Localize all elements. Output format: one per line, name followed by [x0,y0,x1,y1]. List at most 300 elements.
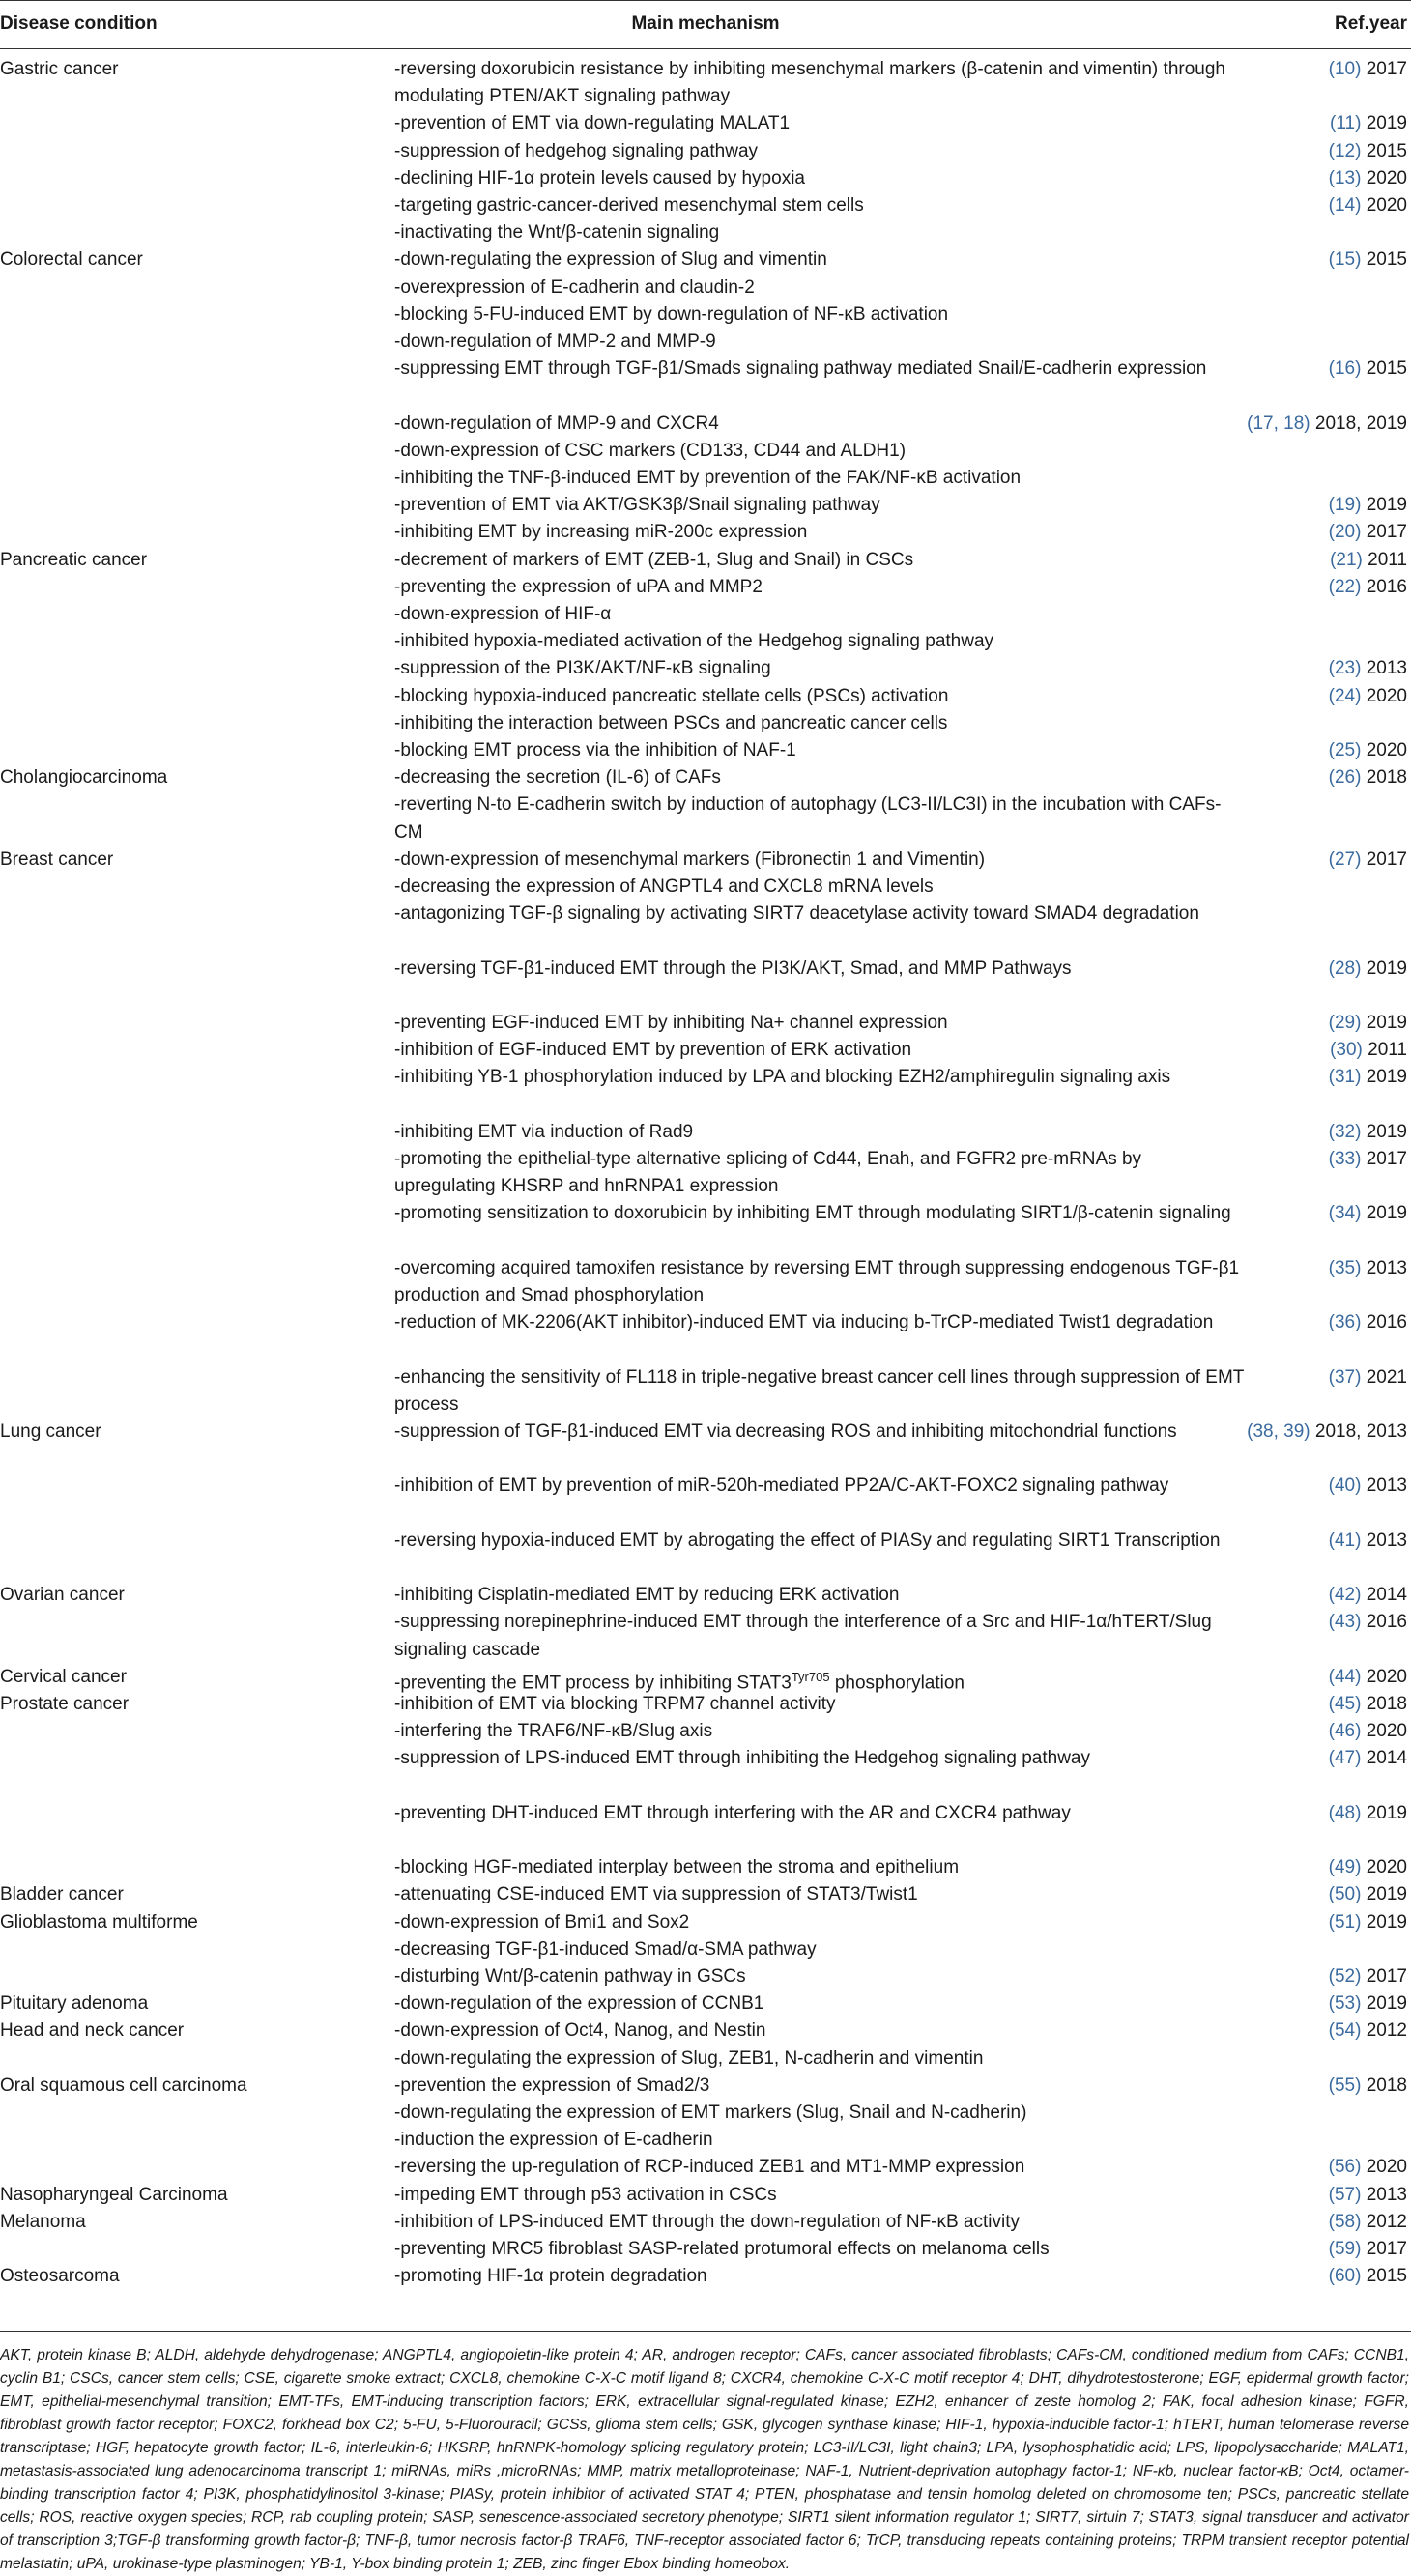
mechanism-span: -blocking hypoxia-induced pancreatic stellate cells (PSCs) activation [394,685,949,706]
reference-year [1195,655,1407,682]
disease-condition: Nasopharyngeal Carcinoma [0,2184,228,2205]
mechanism-text [394,1881,1245,1908]
reference-link[interactable]: (43) [1328,1612,1362,1633]
reference-year [1195,519,1407,546]
year: 2012 [1366,2020,1407,2042]
mechanism-text [394,411,1245,438]
reference-year [1195,1800,1407,1827]
mechanism-text [394,1364,1245,1418]
year: 2011 [1368,1040,1407,1061]
reference-year [1195,547,1407,574]
reference-link[interactable]: (42) [1328,1585,1362,1606]
reference-year [1195,2263,1407,2290]
reference-link[interactable]: (33) [1328,1149,1362,1169]
mechanism-span: -down-expression of CSC markers (CD133, CD44 and ALDH1) [394,440,907,461]
reference-link[interactable]: (48) [1328,1802,1362,1823]
year: 2014 [1366,1585,1407,1606]
mechanism-text [394,492,1245,519]
mechanism-text [394,764,1245,791]
year: 2017 [1366,848,1407,870]
reference-year [1195,683,1407,710]
reference-year [1195,764,1407,791]
reference-year [1195,1745,1407,1772]
disease-condition: Osteosarcoma [0,2266,120,2287]
mechanism-span: -promoting HIF-1α protein degradation [394,2266,707,2287]
reference-year [1195,956,1407,983]
mechanism-span: -blocking EMT process via the inhibition of NAF-1 [394,740,796,760]
mechanism-span: -disturbing Wnt/β-catenin pathway in GSCs [394,1966,746,1987]
mechanism-text [394,1691,1245,1718]
year: 2020 [1366,167,1407,188]
year: 2018 [1366,2075,1407,2096]
mechanism-text [394,846,1245,873]
year: 2019 [1366,958,1407,979]
reference-year [1195,1200,1407,1227]
reference-year [1195,1064,1407,1091]
mechanism-span: -targeting gastric-cancer-derived mesenchymal stem cells [394,195,864,215]
mechanism-span: -prevention the expression of Smad2/3 [394,2075,710,2096]
mechanism-text [394,1010,1245,1037]
reference-year [1195,2154,1407,2181]
mechanism-text [394,274,1245,301]
disease-condition: Melanoma [0,2211,86,2232]
disease-condition: Oral squamous cell carcinoma [0,2075,247,2096]
disease-condition: Pituitary adenoma [0,1993,149,2015]
reference-year [1195,356,1407,383]
reference-link[interactable]: (49) [1328,1857,1362,1878]
mechanism-span: -decreasing TGF-β1-induced Smad/α-SMA pathway [394,1938,817,1960]
mechanism-span: -inhibiting EMT via induction of Rad9 [394,1121,694,1142]
mechanism-text [394,1963,1245,1990]
year: 2019 [1366,1884,1407,1905]
reference-year [1195,110,1407,137]
mechanism-text [394,1146,1245,1200]
year: 2019 [1366,495,1407,516]
reference-link[interactable]: (16) [1328,358,1362,380]
mechanism-span: -prevention of EMT via AKT/GSK3β/Snail signaling pathway [394,495,880,516]
mechanism-text [394,110,1245,137]
year: 2020 [1366,740,1407,760]
reference-year [1195,246,1407,273]
reference-year [1195,2018,1407,2045]
header-rule [0,48,1411,49]
mechanism-span: -down-regulating the expression of Slug, ZEB1, N-cadherin and vimentin [394,2047,984,2069]
mechanism-span: -preventing the expression of uPA and MMP2 [394,576,763,597]
year: 2020 [1366,1857,1407,1878]
reference-year [1195,2236,1407,2263]
mechanism-span: -inactivating the Wnt/β-catenin signaling [394,222,720,243]
year: 2013 [1366,1530,1407,1551]
mechanism-span: -down-expression of HIF-α [394,604,612,624]
reference-year [1195,574,1407,601]
reference-link[interactable]: (25) [1328,740,1362,760]
disease-condition: Lung cancer [0,1421,101,1442]
reference-link[interactable]: (26) [1328,767,1362,788]
year: 2017 [1366,1966,1407,1987]
mechanism-text [394,329,1245,356]
mechanism-text [394,628,1245,655]
mechanism-text [394,138,1245,165]
mechanism-text [394,2154,1245,2181]
reference-link[interactable]: (27) [1328,848,1362,870]
reference-link[interactable]: (40) [1328,1475,1362,1497]
reference-link[interactable]: (45) [1328,1694,1362,1714]
reference-link[interactable]: (15) [1328,249,1362,271]
reference-year [1195,1010,1407,1037]
reference-year [1195,1718,1407,1745]
mechanism-span: -suppressing EMT through TGF-β1/Smads signaling pathway mediated Snail/E-cadherin expression [394,358,1207,380]
mechanism-text [394,1473,1245,1500]
mechanism-span: -down-regulating the expression of EMT markers (Slug, Snail and N-cadherin) [394,2103,1027,2123]
year: 2019 [1366,1013,1407,1033]
mechanism-text [394,1309,1245,1336]
mechanism-span: -overexpression of E-cadherin and claudin-2 [394,276,755,298]
mechanism-text [394,1418,1245,1445]
disease-condition: Cholangiocarcinoma [0,767,168,788]
mechanism-span: -down-expression of Bmi1 and Sox2 [394,1911,690,1932]
year: 2018 [1366,767,1407,788]
year: 2013 [1366,658,1407,679]
mechanism-span: -inhibiting YB-1 phosphorylation induced by LPA and blocking EZH2/amphiregulin signaling axis [394,1067,1171,1088]
year: 2016 [1366,576,1407,597]
mechanism-text [394,547,1245,574]
mechanism-text [394,873,1245,901]
mechanism-text [394,956,1245,983]
reference-link[interactable]: (20) [1328,522,1362,543]
reference-year [1195,1037,1407,1064]
reference-link[interactable]: (57) [1328,2184,1362,2205]
reference-year [1195,1909,1407,1936]
reference-link[interactable]: (55) [1328,2075,1362,2096]
reference-year [1195,1881,1407,1908]
year: 2015 [1366,358,1407,380]
reference-link[interactable]: (11) [1330,113,1362,134]
reference-link[interactable]: (14) [1328,195,1362,215]
reference-link[interactable]: (12) [1328,140,1362,161]
mechanism-text [394,2263,1245,2290]
mechanism-span: -promoting the epithelial-type alternative splicing of Cd44, Enah, and FGFR2 pre-mRNAs by upregulating KHSRP and hnRNPA1 expression [394,1149,1142,1197]
reference-year [1195,1255,1407,1282]
mechanism-text [394,737,1245,764]
mechanism-text [394,1936,1245,1963]
year: 2017 [1366,522,1407,543]
mechanism-span: -reverting N-to E-cadherin switch by induction of autophagy (LC3-II/LC3I) in the incubation with CAFs-CM [394,794,1222,843]
disease-condition: Colorectal cancer [0,249,143,271]
mechanism-span: -prevention of EMT via down-regulating MALAT1 [394,113,791,134]
mechanism-span: -down-expression of mesenchymal markers (Fibronectin 1 and Vimentin) [394,848,986,870]
mechanism-text [394,791,1245,845]
reference-link[interactable]: (52) [1328,1966,1362,1987]
reference-year [1195,1364,1407,1391]
reference-year [1195,165,1407,192]
mechanism-span: -decreasing the secretion (IL-6) of CAFs [394,767,721,788]
reference-link[interactable]: (60) [1328,2266,1362,2287]
year: 2018, 2019 [1314,413,1407,434]
reference-link[interactable]: (21) [1330,549,1363,570]
reference-link[interactable]: (46) [1328,1721,1362,1742]
mechanism-span: -enhancing the sensitivity of FL118 in triple-negative breast cancer cell lines through suppression of EMT process [394,1366,1245,1415]
reference-link[interactable]: (54) [1328,2020,1362,2042]
year: 2017 [1366,59,1407,79]
reference-link[interactable]: (50) [1328,1884,1362,1905]
reference-link[interactable]: (44) [1328,1666,1362,1687]
reference-year [1195,411,1407,438]
mechanism-span: -reversing the up-regulation of RCP-induced ZEB1 and MT1-MMP expression [394,2157,1025,2178]
reference-year [1195,56,1407,83]
header-mechanism: Main mechanism [631,14,780,34]
reference-year [1195,1418,1407,1445]
bottom-rule [0,2331,1411,2332]
mechanism-span: -down-expression of Oct4, Nanog, and Nestin [394,2020,766,2042]
mechanism-text [394,1800,1245,1827]
mechanism-span: -suppressing norepinephrine-induced EMT through the interference of a Src and HIF-1α/hTERT/Slug signaling cascade [394,1612,1212,1660]
mechanism-span: -inhibition of EMT by prevention of miR-520h-mediated PP2A/C-AKT-FOXC2 signaling pathway [394,1475,1169,1497]
mechanism-span: -inhibition of EGF-induced EMT by prevention of ERK activation [394,1040,912,1061]
mechanism-text [394,2209,1245,2236]
disease-condition: Gastric cancer [0,59,119,79]
mechanism-span: -reversing TGF-β1-induced EMT through the PI3K/AKT, Smad, and MMP Pathways [394,958,1072,979]
mechanism-span: -blocking HGF-mediated interplay between the stroma and epithelium [394,1857,960,1878]
year: 2015 [1366,140,1407,161]
disease-condition: Prostate cancer [0,1694,130,1714]
reference-link[interactable]: (31) [1328,1067,1362,1088]
disease-condition: Glioblastoma multiforme [0,1911,198,1932]
disease-condition: Breast cancer [0,848,114,870]
mechanism-span: -preventing MRC5 fibroblast SASP-related protumoral effects on melanoma cells [394,2239,1050,2259]
mechanism-span: -reduction of MK-2206(AKT inhibitor)-induced EMT via inducing b-TrCP-mediated Twist1 degradation [394,1312,1214,1333]
reference-link[interactable]: (58) [1328,2211,1362,2232]
reference-link[interactable]: (32) [1328,1121,1362,1142]
mechanism-span: -down-regulation of MMP-9 and CXCR4 [394,413,719,434]
mechanism-text [394,1990,1245,2018]
year: 2018 [1366,1694,1407,1714]
year: 2020 [1366,1666,1407,1687]
header-ref-year: Ref.year [1335,14,1407,34]
mechanism-tail: phosphorylation [829,1673,965,1694]
mechanism-span: -inhibiting the TNF-β-induced EMT by prevention of the FAK/NF-κB activation [394,468,1022,488]
disease-condition: Bladder cancer [0,1884,124,1905]
mechanism-text [394,1528,1245,1555]
mechanism-span: -antagonizing TGF-β signaling by activating SIRT7 deacetylase activity toward SMAD4 degradation [394,903,1199,925]
year: 2012 [1366,2211,1407,2232]
mechanism-span: -preventing the EMT process by inhibiting STAT3 [394,1673,792,1694]
disease-condition: Cervical cancer [0,1666,127,1687]
mechanism-span: -induction the expression of E-cadherin [394,2130,713,2151]
mechanism-text [394,2046,1245,2073]
reference-year [1195,1609,1407,1636]
mechanism-text [394,2100,1245,2127]
reference-link[interactable]: (19) [1328,495,1362,516]
reference-link[interactable]: (53) [1328,1993,1362,2015]
header-condition: Disease condition [0,14,158,34]
reference-link[interactable]: (13) [1328,167,1362,188]
mechanism-text [394,465,1245,492]
mechanism-text [394,519,1245,546]
reference-year [1195,2209,1407,2236]
mechanism-text [394,1255,1245,1309]
year: 2016 [1366,1312,1407,1333]
year: 2011 [1368,549,1407,570]
mechanism-text [394,2127,1245,2154]
mechanism-text [394,710,1245,737]
reference-year [1195,1691,1407,1718]
year: 2019 [1366,1911,1407,1932]
abbreviations-footnote: AKT, protein kinase B; ALDH, aldehyde dehydrogenase; ANGPTL4, angiopoietin-like protein 4; AR, androgen receptor; CAFs, cancer associated fibroblasts; CAFs-CM, conditioned medium from CAFs; CCNB1, cyclin B1; CSCs, cancer stem cells; CSE, cigarette smoke extract; CXCL8, chemokine C-X-C motif ligand 8; CXCR4, chemokine C-X-C motif receptor 4; DHT, dihydrotestosterone; EGF, epidermal growth factor; EMT, epithelial-mesenchymal transition; EMT-TFs, EMT-inducing transcription factors; ERK, extracellular signal-regulated kinase; EZH2, enhancer of zeste homolog 2; FAK, focal adhesion kinase; FGFR, fibroblast growth factor receptor; FOXC2, forkhead box C2; 5-FU, 5-Fluorouracil; GCSs, glioma stem cells; GSK, glycogen synthase kinase; HIF-1, hypoxia-inducible factor-1; hTERT, human telomerase reverse transcriptase; HGF, hepatocyte growth factor; IL-6, interleukin-6; HKSRP, hnRNPK-homology splicing regulatory protein; LC3-II/LC3I, light chain3; LPA, lysophosphatidic acid; LPS, lipopolysaccharide; MALAT1, metastasis-associated lung adenocarcinoma transcript 1; miRNAs, miRs ,microRNAs; MMP, matrix metalloproteinase; NAF-1, Nutrient-deprivation autophagy factor-1; NF-κb, nuclear factor-κB; Oct4, octamer-binding transcription factor 4; PI3K, phosphatidylinositol 3-kinase; PIASy, protein inhibitor of activated STAT 4; PTEN, phosphatase and tensin homolog deleted on chromosome ten; PSCs, pancreatic stellate cells; ROS, reactive oxygen species; RCP, rab coupling protein; SASP, senescence-associated secretory phenotype; SIRT1 silent information regulator 1; SIRT7, sirtuin 7; STAT3, signal transducer and activator of transcription 3;TGF-β transforming growth factor-β; TNF-β, tumor necrosis factor-β TRAF6, TNF-receptor associated factor 6; TrCP, transducing repeats containing proteins; TRPM transient receptor potential melastatin; uPA, urokinase-type plasminogen; YB-1, Y-box binding protein 1; ZEB, zinc finger Ebox binding homeobox. [0,2347,1409,2572]
mechanism-span: -declining HIF-1α protein levels caused by hypoxia [394,167,805,188]
reference-year [1195,492,1407,519]
year: 2013 [1366,1475,1407,1497]
reference-year [1195,2182,1407,2209]
mechanism-text [394,1854,1245,1881]
year: 2015 [1366,249,1407,271]
mechanism-span: -decrement of markers of EMT (ZEB-1, Slug and Snail) in CSCs [394,549,914,570]
reference-link[interactable]: (34) [1328,1203,1362,1224]
mechanism-text [394,219,1245,246]
mechanism-text [394,1718,1245,1745]
mechanism-span: -attenuating CSE-induced EMT via suppression of STAT3/Twist1 [394,1884,918,1905]
mechanism-span: -preventing EGF-induced EMT by inhibiting Na+ channel expression [394,1013,948,1033]
mechanism-text [394,1909,1245,1936]
year: 2014 [1366,1748,1407,1769]
year: 2019 [1366,1067,1407,1088]
year: 2019 [1366,1121,1407,1142]
mechanism-text [394,2073,1245,2100]
reference-link[interactable]: (28) [1328,958,1362,979]
year: 2020 [1366,195,1407,215]
mechanism-text [394,1745,1245,1772]
reference-year [1195,138,1407,165]
mechanism-span: -suppression of TGF-β1-induced EMT via decreasing ROS and inhibiting mitochondrial functions [394,1421,1177,1442]
disease-condition: Head and neck cancer [0,2020,185,2042]
reference-year [1195,1664,1407,1691]
year: 2018, 2013 [1314,1421,1407,1442]
reference-year [1195,846,1407,873]
mechanism-span: -promoting sensitization to doxorubicin by inhibiting EMT through modulating SIRT1/β-catenin signaling [394,1203,1231,1224]
mechanism-span: -inhibiting Cisplatin-mediated EMT by reducing ERK activation [394,1585,900,1606]
mechanism-text [394,655,1245,682]
reference-link[interactable]: (17, 18) [1247,413,1310,434]
reference-year [1195,1963,1407,1990]
year: 2015 [1366,2266,1407,2287]
mechanism-text [394,1064,1245,1091]
reference-link[interactable]: (37) [1328,1366,1362,1388]
mechanism-span: -down-regulation of the expression of CCNB1 [394,1993,764,2015]
year: 2020 [1366,2157,1407,2178]
reference-year [1195,1146,1407,1173]
reference-year [1195,1119,1407,1146]
top-rule [0,0,1411,1]
year: 2019 [1366,1802,1407,1823]
mechanism-span: -interfering the TRAF6/NF-κB/Slug axis [394,1721,713,1742]
mechanism-span: -inhibition of LPS-induced EMT through the down-regulation of NF-κB activity [394,2211,1021,2232]
reference-link[interactable]: (51) [1328,1911,1362,1932]
mechanism-text [394,1609,1245,1663]
reference-year [1195,1582,1407,1609]
reference-link[interactable]: (10) [1328,59,1362,79]
reference-link[interactable]: (47) [1328,1748,1362,1769]
mechanism-text [394,192,1245,219]
mechanism-span: -preventing DHT-induced EMT through interfering with the AR and CXCR4 pathway [394,1802,1071,1823]
mechanism-span: -inhibiting the interaction between PSCs and pancreatic cancer cells [394,712,948,733]
reference-year [1195,192,1407,219]
reference-link[interactable]: (23) [1328,658,1362,679]
year: 2016 [1366,1612,1407,1633]
year: 2017 [1366,2239,1407,2259]
reference-link[interactable]: (38, 39) [1247,1421,1310,1442]
reference-link[interactable]: (56) [1328,2157,1362,2178]
mechanism-span: -down-regulation of MMP-2 and MMP-9 [394,331,716,352]
mechanism-text [394,683,1245,710]
reference-year [1195,1309,1407,1336]
reference-year [1195,1528,1407,1555]
reference-link[interactable]: (22) [1328,576,1362,597]
mechanism-text [394,56,1245,110]
mechanism-span: -suppression of the PI3K/AKT/NF-κB signaling [394,658,771,679]
mechanism-superscript: Tyr705 [791,1669,830,1684]
mechanism-text [394,438,1245,465]
mechanism-span: -decreasing the expression of ANGPTL4 and CXCL8 mRNA levels [394,876,934,897]
mechanism-text [394,2182,1245,2209]
reference-year [1195,737,1407,764]
mechanism-span: -suppression of hedgehog signaling pathway [394,140,759,161]
mechanism-span: -inhibiting EMT by increasing miR-200c expression [394,522,808,543]
mechanism-span: -reversing doxorubicin resistance by inhibiting mesenchymal markers (β-catenin and vimentin) through modulating PTEN/AKT signaling pathway [394,59,1225,107]
disease-condition: Ovarian cancer [0,1585,125,1606]
reference-link[interactable]: (36) [1328,1312,1362,1333]
reference-link[interactable]: (24) [1328,685,1362,706]
mechanism-text [394,165,1245,192]
mechanism-text [394,574,1245,601]
year: 2019 [1366,1993,1407,2015]
mechanism-span: -blocking 5-FU-induced EMT by down-regulation of NF-κB activation [394,303,949,325]
year: 2019 [1366,113,1407,134]
mechanism-text [394,246,1245,273]
reference-year [1195,1473,1407,1500]
year: 2013 [1366,2184,1407,2205]
mechanism-span: -impeding EMT through p53 activation in CSCs [394,2184,777,2205]
reference-link[interactable]: (59) [1328,2239,1362,2259]
mechanism-span: -suppression of LPS-induced EMT through inhibiting the Hedgehog signaling pathway [394,1748,1090,1769]
mechanism-text [394,1200,1245,1227]
mechanism-text [394,356,1245,383]
mechanism-span: -inhibited hypoxia-mediated activation of the Hedgehog signaling pathway [394,631,994,652]
year: 2019 [1366,1203,1407,1224]
mechanism-text [394,2236,1245,2263]
mechanism-text [394,901,1245,928]
mechanism-span: -overcoming acquired tamoxifen resistance by reversing EMT through suppressing endogenous TGF-β1 production and Smad phosphorylation [394,1257,1240,1305]
year: 2020 [1366,685,1407,706]
mechanism-text [394,601,1245,628]
year: 2021 [1366,1366,1407,1388]
reference-link[interactable]: (29) [1328,1013,1362,1033]
mechanism-span: -inhibition of EMT via blocking TRPM7 channel activity [394,1694,836,1714]
year: 2020 [1366,1721,1407,1742]
mechanism-text [394,1119,1245,1146]
reference-link[interactable]: (41) [1328,1530,1362,1551]
reference-link[interactable]: (30) [1330,1040,1363,1061]
mechanism-text [394,1582,1245,1609]
mechanism-text [394,1037,1245,1064]
mechanism-span: -reversing hypoxia-induced EMT by abrogating the effect of PIASy and regulating SIRT1 Transcription [394,1530,1221,1551]
mechanism-text [394,2018,1245,2045]
reference-link[interactable]: (35) [1328,1257,1362,1278]
reference-year [1195,1990,1407,2018]
reference-year [1195,1854,1407,1881]
mechanism-span: -down-regulating the expression of Slug and vimentin [394,249,827,271]
reference-year [1195,2073,1407,2100]
mechanism-text [394,301,1245,329]
disease-condition: Pancreatic cancer [0,549,148,570]
